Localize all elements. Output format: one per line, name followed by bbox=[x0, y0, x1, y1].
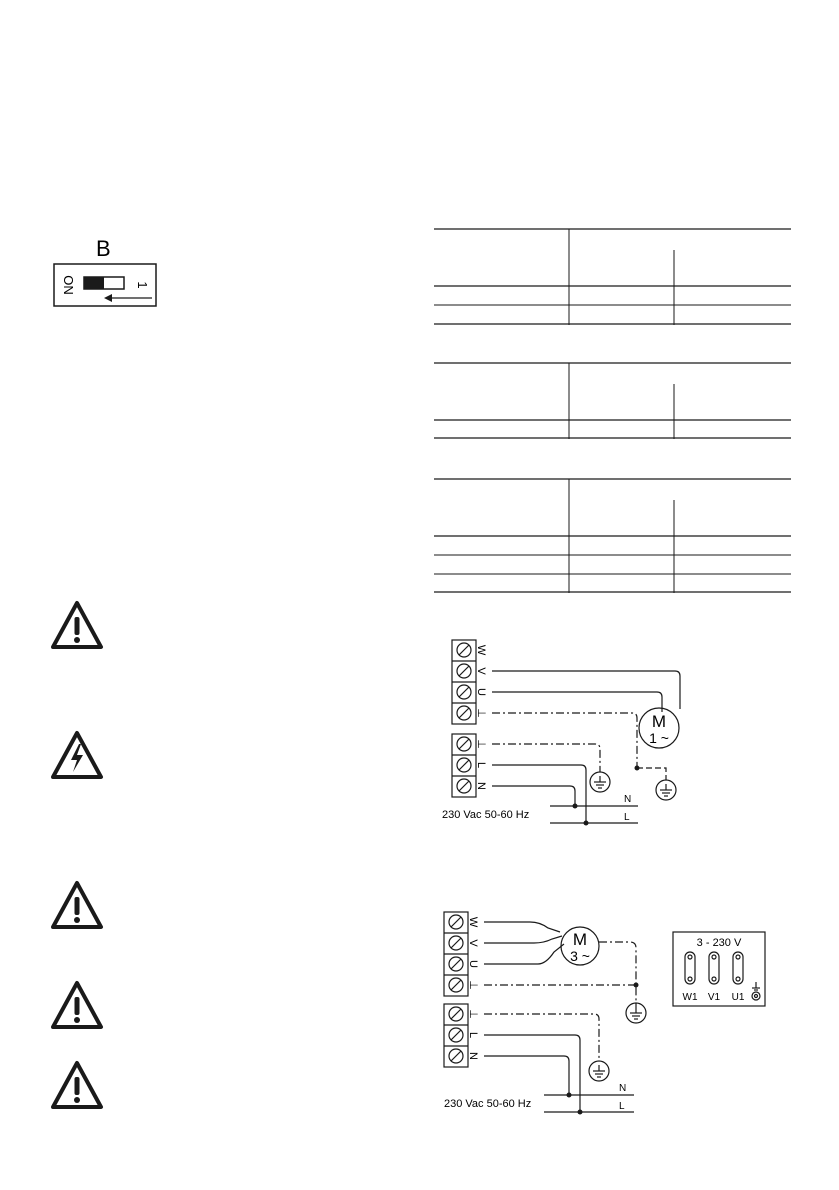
supply-n-label: N bbox=[475, 782, 487, 790]
line-l-label: L bbox=[624, 812, 630, 823]
junction-dot bbox=[578, 1110, 583, 1115]
electric-hazard-icon bbox=[50, 730, 104, 785]
table-2-grid bbox=[434, 362, 794, 442]
supply-voltage-label: 230 Vac 50-60 Hz bbox=[444, 1098, 532, 1110]
table-3 bbox=[434, 478, 794, 603]
terminal-earth-label: ⊥ bbox=[475, 708, 487, 718]
warning-triangle-icon bbox=[50, 980, 104, 1030]
terminal-w-label: W bbox=[475, 644, 487, 656]
junction-dot bbox=[635, 766, 640, 771]
warning-icon-3 bbox=[50, 980, 104, 1035]
dip-switch-on-label: ON bbox=[61, 275, 76, 295]
warning-triangle-icon bbox=[50, 600, 104, 650]
motor-label: M bbox=[572, 930, 588, 949]
wiring-three-phase-svg bbox=[430, 906, 780, 1120]
terminal-w-label: W bbox=[467, 916, 479, 928]
wiring-diagram-three-phase bbox=[430, 906, 780, 1120]
supply-voltage-label: 230 Vac 50-60 Hz bbox=[442, 809, 530, 821]
warning-triangle-icon bbox=[50, 880, 104, 930]
dip-switch-arrow-head bbox=[104, 294, 112, 302]
supply-l-label: L bbox=[475, 761, 487, 769]
terminal-u-label: U bbox=[467, 960, 479, 968]
supply-earth-label: ⊥ bbox=[475, 739, 487, 749]
line-n-label: N bbox=[624, 794, 632, 805]
motor-phase-label: 3 ~ bbox=[570, 948, 590, 964]
table-2 bbox=[434, 362, 794, 447]
wiring-diagram-single-phase bbox=[430, 630, 730, 840]
table-1-grid bbox=[434, 228, 794, 328]
warning-icon-1 bbox=[50, 600, 104, 655]
table-3-grid bbox=[434, 478, 794, 598]
junction-dot bbox=[634, 983, 639, 988]
terminal-u-label: U bbox=[475, 688, 487, 696]
motor-label: M bbox=[651, 712, 667, 731]
terminal-v-label: V bbox=[467, 939, 479, 947]
warning-icon-2 bbox=[50, 880, 104, 935]
dip-switch-knob bbox=[84, 277, 104, 289]
warning-icon-4 bbox=[50, 1060, 104, 1115]
table-1 bbox=[434, 228, 794, 333]
connection-box-title: 3 - 230 V bbox=[696, 937, 742, 949]
junction-dot bbox=[573, 804, 578, 809]
connection-u1-label: U1 bbox=[731, 992, 745, 1003]
terminal-earth-label: ⊥ bbox=[467, 980, 479, 990]
connection-w1-label: W1 bbox=[682, 992, 698, 1003]
high-voltage-icon bbox=[50, 730, 104, 780]
dip-switch-title: B bbox=[96, 236, 111, 261]
dip-switch-figure bbox=[50, 232, 160, 312]
line-l-label: L bbox=[619, 1101, 625, 1112]
junction-dot bbox=[584, 821, 589, 826]
junction-dot bbox=[567, 1093, 572, 1098]
supply-l-label: L bbox=[467, 1031, 479, 1039]
supply-n-label: N bbox=[467, 1052, 479, 1060]
warning-triangle-icon bbox=[50, 1060, 104, 1110]
motor-phase-label: 1 ~ bbox=[649, 730, 669, 746]
line-n-label: N bbox=[619, 1083, 627, 1094]
wiring-single-phase-svg bbox=[430, 630, 730, 840]
dip-switch-svg bbox=[50, 232, 160, 312]
terminal-v-label: V bbox=[475, 667, 487, 675]
supply-earth-label: ⊥ bbox=[467, 1009, 479, 1019]
dip-switch-position-label: 1 bbox=[135, 281, 150, 289]
connection-v1-label: V1 bbox=[707, 992, 721, 1003]
